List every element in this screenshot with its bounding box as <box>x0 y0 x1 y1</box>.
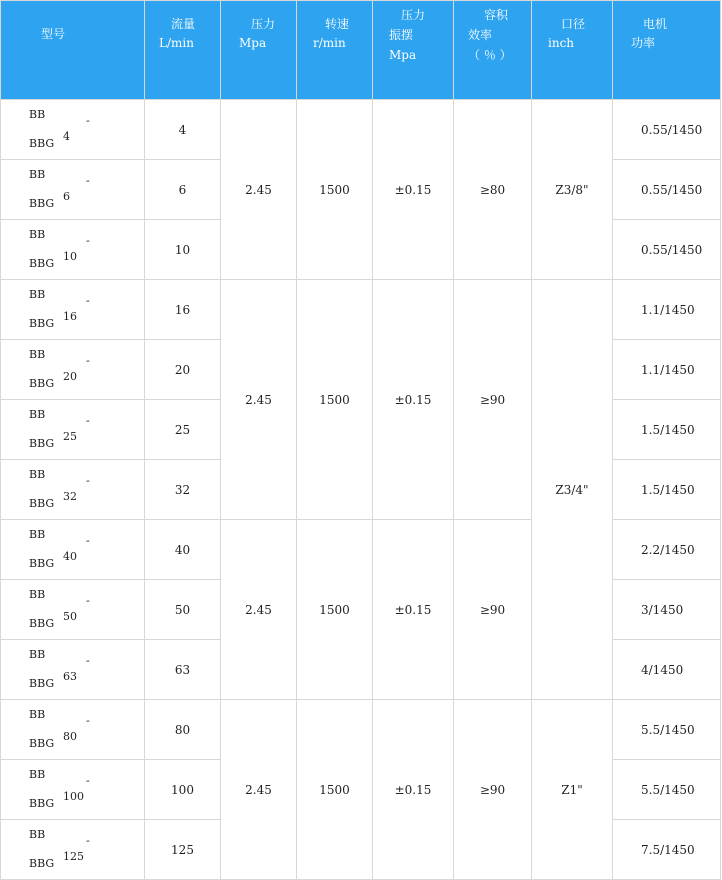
model-cell: BB - BBG 50 <box>1 580 145 640</box>
flow-cell: 125 <box>145 820 221 880</box>
flow-cell: 20 <box>145 340 221 400</box>
speed-cell: 1500 <box>297 100 373 280</box>
table-row <box>1 520 721 580</box>
flow-cell: 25 <box>145 400 221 460</box>
flow-cell: 4 <box>145 100 221 160</box>
model-cell: BB - BBG 32 <box>1 460 145 520</box>
pressure-cell: 2.45 <box>221 520 297 700</box>
speed-cell: 1500 <box>297 520 373 700</box>
flow-cell: 50 <box>145 580 221 640</box>
model-cell: BB - BBG 25 <box>1 400 145 460</box>
efficiency-cell: ≥90 <box>454 700 532 880</box>
efficiency-cell: ≥80 <box>454 100 532 280</box>
swing-cell: ±0.15 <box>373 100 454 280</box>
efficiency-cell: ≥90 <box>454 520 532 700</box>
swing-cell: ±0.15 <box>373 520 454 700</box>
power-cell: 5.5/1450 <box>613 700 721 760</box>
flow-cell: 6 <box>145 160 221 220</box>
model-cell: BB - BBG 20 <box>1 340 145 400</box>
power-cell: 1.5/1450 <box>613 460 721 520</box>
power-cell: 1.5/1450 <box>613 400 721 460</box>
flow-cell: 10 <box>145 220 221 280</box>
flow-cell: 40 <box>145 520 221 580</box>
flow-cell: 16 <box>145 280 221 340</box>
flow-cell: 63 <box>145 640 221 700</box>
pressure-cell: 2.45 <box>221 280 297 520</box>
header-diameter: 口径 inch <box>532 1 613 100</box>
power-cell: 5.5/1450 <box>613 760 721 820</box>
flow-cell: 100 <box>145 760 221 820</box>
flow-cell: 80 <box>145 700 221 760</box>
model-cell: BB - BBG 40 <box>1 520 145 580</box>
header-efficiency: 容积 效率 （ ％ ） <box>454 1 532 100</box>
power-cell: 7.5/1450 <box>613 820 721 880</box>
efficiency-cell: ≥90 <box>454 280 532 520</box>
model-cell: BB - BBG 100 <box>1 760 145 820</box>
header-flow: 流量 L/min <box>145 1 221 100</box>
power-cell: 0.55/1450 <box>613 100 721 160</box>
table-row <box>1 700 721 760</box>
model-cell: BB - BBG 125 <box>1 820 145 880</box>
power-cell: 3/1450 <box>613 580 721 640</box>
table-row <box>1 100 721 160</box>
pressure-cell: 2.45 <box>221 100 297 280</box>
model-cell: BB - BBG 63 <box>1 640 145 700</box>
speed-cell: 1500 <box>297 280 373 520</box>
swing-cell: ±0.15 <box>373 280 454 520</box>
header-row <box>1 1 721 100</box>
diameter-cell: Z1" <box>532 700 613 880</box>
header-motor: 电机 功率 <box>613 1 721 100</box>
pressure-cell: 2.45 <box>221 700 297 880</box>
flow-cell: 32 <box>145 460 221 520</box>
header-swing: 压力 振摆 Mpa <box>373 1 454 100</box>
speed-cell: 1500 <box>297 700 373 880</box>
power-cell: 4/1450 <box>613 640 721 700</box>
table-row <box>1 280 721 340</box>
model-cell: BB - BBG 80 <box>1 700 145 760</box>
diameter-cell: Z3/4" <box>532 280 613 700</box>
power-cell: 1.1/1450 <box>613 280 721 340</box>
swing-cell: ±0.15 <box>373 700 454 880</box>
model-cell: BB - BBG 10 <box>1 220 145 280</box>
model-cell: BB - BBG 4 <box>1 100 145 160</box>
diameter-cell: Z3/8" <box>532 100 613 280</box>
power-cell: 0.55/1450 <box>613 160 721 220</box>
power-cell: 1.1/1450 <box>613 340 721 400</box>
power-cell: 2.2/1450 <box>613 520 721 580</box>
header-speed: 转速 r/min <box>297 1 373 100</box>
model-cell: BB - BBG 6 <box>1 160 145 220</box>
header-model: 型号 <box>1 1 145 100</box>
power-cell: 0.55/1450 <box>613 220 721 280</box>
model-cell: BB - BBG 16 <box>1 280 145 340</box>
header-pressure: 压力 Mpa <box>221 1 297 100</box>
